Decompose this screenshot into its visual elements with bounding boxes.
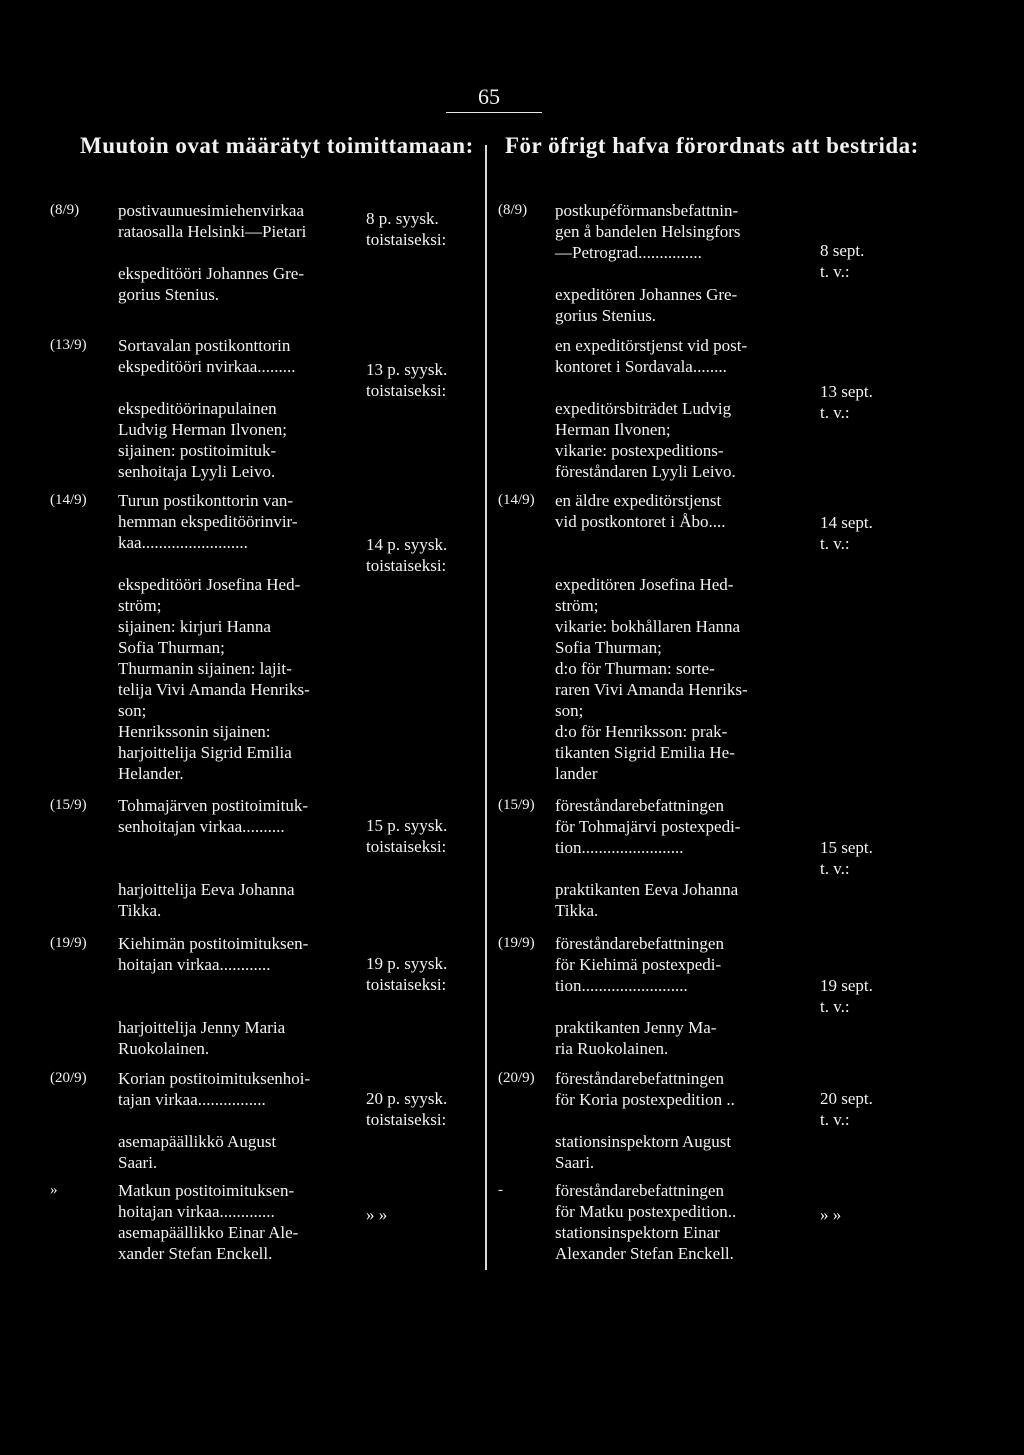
right-entry-line: praktikanten Jenny Ma- [555, 1018, 717, 1037]
right-entry-line: raren Vivi Amanda Henriks- [555, 680, 748, 699]
left-entry-line: hemman ekspeditöörinvir- [118, 512, 298, 531]
right-entry-line: gorius Stenius. [555, 306, 657, 325]
heading-right: För öfrigt hafva förordnats att bestrida: [505, 133, 919, 158]
right-entry-line: d:o för Henriksson: prak- [555, 722, 728, 741]
left-entry-line: ekspeditööri nvirkaa......... [118, 357, 296, 376]
right-entry-date-line: t. v.: [820, 534, 850, 553]
right-entry-number: - [498, 1182, 503, 1198]
left-entry-line: Sortavalan postikonttorin [118, 336, 291, 355]
right-entry-line: tion........................ [555, 838, 684, 857]
right-entry-line: Alexander Stefan Enckell. [555, 1244, 734, 1263]
left-entry-line: son; [118, 701, 147, 720]
right-entry-line: föreståndarebefattningen [555, 796, 724, 815]
left-entry-line [118, 996, 308, 1017]
right-entry-line: postkupéförmansbefattnin- [555, 201, 739, 220]
left-entry-number: (14/9) [50, 492, 87, 508]
right-entry-line: för Tohmajärvi postexpedi- [555, 817, 741, 836]
right-entry-line: Saari. [555, 1153, 595, 1172]
right-entry-line: lander [555, 764, 598, 783]
left-entry-line: Ruokolainen. [118, 1039, 210, 1058]
right-entry-line [555, 532, 748, 553]
left-entry-line: Kiehimän postitoimituksen- [118, 934, 309, 953]
right-entry-date [820, 1204, 841, 1225]
left-entry-line [118, 975, 308, 996]
right-entry-number: (15/9) [498, 797, 535, 813]
right-entry-line: expeditören Johannes Gre- [555, 285, 738, 304]
left-entry-line: xander Stefan Enckell. [118, 1244, 273, 1263]
right-entry-line [555, 553, 748, 574]
left-entry-line: Helander. [118, 764, 184, 783]
right-entry-number: (8/9) [498, 202, 528, 218]
right-entry-number: (19/9) [498, 935, 535, 951]
left-entry-line [118, 553, 310, 574]
left-entry-date-line: toistaiseksi: [366, 975, 447, 994]
left-entry-line: ekspeditööri Josefina Hed- [118, 575, 301, 594]
left-entry-number: » [50, 1182, 58, 1198]
left-entry-line: Tohmajärven postitoimituk- [118, 796, 309, 815]
right-entry-line: son; [555, 701, 584, 720]
left-entry-line: Thurmanin sijainen: lajit- [118, 659, 292, 678]
right-entry-line: föreståndarebefattningen [555, 1069, 724, 1088]
right-entry-line: gen å bandelen Helsingfors [555, 222, 741, 241]
right-entry-line: praktikanten Eeva Johanna [555, 880, 739, 899]
right-entry-line: expeditörsbiträdet Ludvig [555, 399, 732, 418]
right-entry-date [820, 837, 873, 879]
left-entry-date-line: » » [366, 1205, 388, 1224]
right-entry-number: (14/9) [498, 492, 535, 508]
right-entry-line: Sofia Thurman; [555, 638, 662, 657]
left-entry-number: (13/9) [50, 337, 87, 353]
left-entry-line: postivaunuesimiehenvirkaa [118, 201, 305, 220]
right-entry-line: föreståndarebefattningen [555, 934, 724, 953]
left-entry-line: telija Vivi Amanda Henriks- [118, 680, 310, 699]
right-entry-line: föreståndarebefattningen [555, 1181, 724, 1200]
left-entry-line: harjoittelija Sigrid Emilia [118, 743, 292, 762]
left-entry-line: asemapäällikkö August [118, 1132, 277, 1151]
left-entry-line: rataosalla Helsinki—Pietari [118, 222, 307, 241]
left-entry-line: gorius Stenius. [118, 285, 220, 304]
left-entry-line: ekspeditöörinapulainen [118, 399, 277, 418]
left-entry-date [366, 534, 447, 576]
left-entry-line: hoitajan virkaa............ [118, 955, 271, 974]
left-entry-date [366, 953, 447, 995]
right-entry-line: för Koria postexpedition .. [555, 1090, 735, 1109]
heading-left: Muutoin ovat määrätyt toimittamaan: [80, 133, 474, 158]
left-entry-date [366, 815, 447, 857]
right-entry-line [555, 996, 724, 1017]
right-entry-line: Herman Ilvonen; [555, 420, 671, 439]
right-entry-number: (20/9) [498, 1070, 535, 1086]
left-entry-line: Henrikssonin sijainen: [118, 722, 271, 741]
right-entry-date-line: 20 sept. [820, 1089, 873, 1108]
left-entry-line: sijainen: postitoimituk- [118, 441, 277, 460]
right-entry-line: föreståndaren Lyyli Leivo. [555, 462, 736, 481]
left-entry-line: Tikka. [118, 901, 162, 920]
left-entry-line: kaa......................... [118, 533, 248, 552]
left-entry-date-line: toistaiseksi: [366, 837, 447, 856]
left-entry-date-line: 19 p. syysk. [366, 954, 448, 973]
left-entry-number: (8/9) [50, 202, 80, 218]
left-entry-line: asemapäällikko Einar Ale- [118, 1223, 299, 1242]
left-entry-line: hoitajan virkaa............. [118, 1202, 275, 1221]
right-entry-line: stationsinspektorn August [555, 1132, 732, 1151]
right-entry-date-line: 8 sept. [820, 241, 865, 260]
right-entry-date-line: t. v.: [820, 997, 850, 1016]
left-entry-line: senhoitajan virkaa.......... [118, 817, 285, 836]
left-entry-line: Ludvig Herman Ilvonen; [118, 420, 288, 439]
right-entry-line: en äldre expeditörstjenst [555, 491, 722, 510]
left-entry-number: (20/9) [50, 1070, 87, 1086]
right-entry-line: tion......................... [555, 976, 688, 995]
right-entry-date-line: t. v.: [820, 859, 850, 878]
right-entry-date-line: t. v.: [820, 403, 850, 422]
right-entry-line [555, 1110, 735, 1131]
right-entry-line [555, 377, 747, 398]
right-entry-line: Tikka. [555, 901, 599, 920]
right-entry-line: kontoret i Sordavala........ [555, 357, 727, 376]
right-entry-line: vikarie: bokhållaren Hanna [555, 617, 741, 636]
left-entry-number: (15/9) [50, 797, 87, 813]
left-entry-line [118, 1110, 310, 1131]
right-entry-date-line: t. v.: [820, 1110, 850, 1129]
left-entry-line: Korian postitoimituksenhoi- [118, 1069, 311, 1088]
left-entry-line: ström; [118, 596, 162, 615]
left-entry-date-line: 13 p. syysk. [366, 360, 448, 379]
left-entry-date-line: toistaiseksi: [366, 556, 447, 575]
right-entry-line: expeditören Josefina Hed- [555, 575, 734, 594]
left-entry-date-line: 8 p. syysk. [366, 209, 439, 228]
right-entry-line: vid postkontoret i Åbo.... [555, 512, 726, 531]
left-entry-date-line: 20 p. syysk. [366, 1089, 448, 1108]
left-entry-line: tajan virkaa................ [118, 1090, 266, 1109]
left-entry-line: harjoittelija Eeva Johanna [118, 880, 295, 899]
right-entry-line: —Petrograd............... [555, 243, 702, 262]
right-entry-line: för Kiehimä postexpedi- [555, 955, 722, 974]
right-entry-date [820, 240, 864, 282]
left-entry-line: ekspeditööri Johannes Gre- [118, 264, 305, 283]
right-entry-date [820, 1088, 873, 1130]
right-entry-line: d:o för Thurman: sorte- [555, 659, 715, 678]
left-entry-date-line: toistaiseksi: [366, 381, 447, 400]
right-entry-date-line: 15 sept. [820, 838, 873, 857]
column-divider [485, 145, 487, 1270]
right-entry-line: vikarie: postexpeditions- [555, 441, 724, 460]
left-entry-date-line: toistaiseksi: [366, 1110, 447, 1129]
left-entry-date [366, 1088, 447, 1130]
left-entry-line [118, 858, 308, 879]
left-entry-line: Turun postikonttorin van- [118, 491, 294, 510]
left-entry-number: (19/9) [50, 935, 87, 951]
right-entry-line: stationsinspektorn Einar [555, 1223, 720, 1242]
left-entry-date-line: 15 p. syysk. [366, 816, 448, 835]
right-entry-line: ström; [555, 596, 599, 615]
right-entry-date-line: 19 sept. [820, 976, 873, 995]
left-entry-date-line: 14 p. syysk. [366, 535, 448, 554]
left-entry-line: senhoitaja Lyyli Leivo. [118, 462, 276, 481]
left-entry-line [118, 837, 308, 858]
left-entry-line: Matkun postitoimituksen- [118, 1181, 295, 1200]
right-entry-date [820, 381, 873, 423]
left-entry-line: sijainen: kirjuri Hanna [118, 617, 271, 636]
right-entry-date-line: » » [820, 1205, 842, 1224]
page-number-rule [446, 112, 542, 113]
left-entry-line: Sofia Thurman; [118, 638, 225, 657]
right-entry-line: en expeditörstjenst vid post- [555, 336, 748, 355]
right-entry-line [555, 263, 741, 284]
page-number: 65 [478, 84, 500, 109]
left-entry-line: Saari. [118, 1153, 158, 1172]
right-entry-line [555, 858, 740, 879]
left-entry-line: harjoittelija Jenny Maria [118, 1018, 286, 1037]
right-entry-line: ria Ruokolainen. [555, 1039, 669, 1058]
left-entry-date-line: toistaiseksi: [366, 230, 447, 249]
right-entry-date-line: 13 sept. [820, 382, 873, 401]
right-entry-date [820, 512, 873, 554]
left-entry-date [366, 208, 446, 250]
left-entry-date [366, 359, 447, 401]
left-entry-date [366, 1204, 387, 1225]
left-entry-line [118, 377, 296, 398]
right-entry-line: tikanten Sigrid Emilia He- [555, 743, 735, 762]
right-entry-date-line: t. v.: [820, 262, 850, 281]
left-entry-line [118, 242, 306, 263]
right-entry-line: för Matku postexpedition.. [555, 1202, 737, 1221]
right-entry-date [820, 975, 873, 1017]
right-entry-date-line: 14 sept. [820, 513, 873, 532]
